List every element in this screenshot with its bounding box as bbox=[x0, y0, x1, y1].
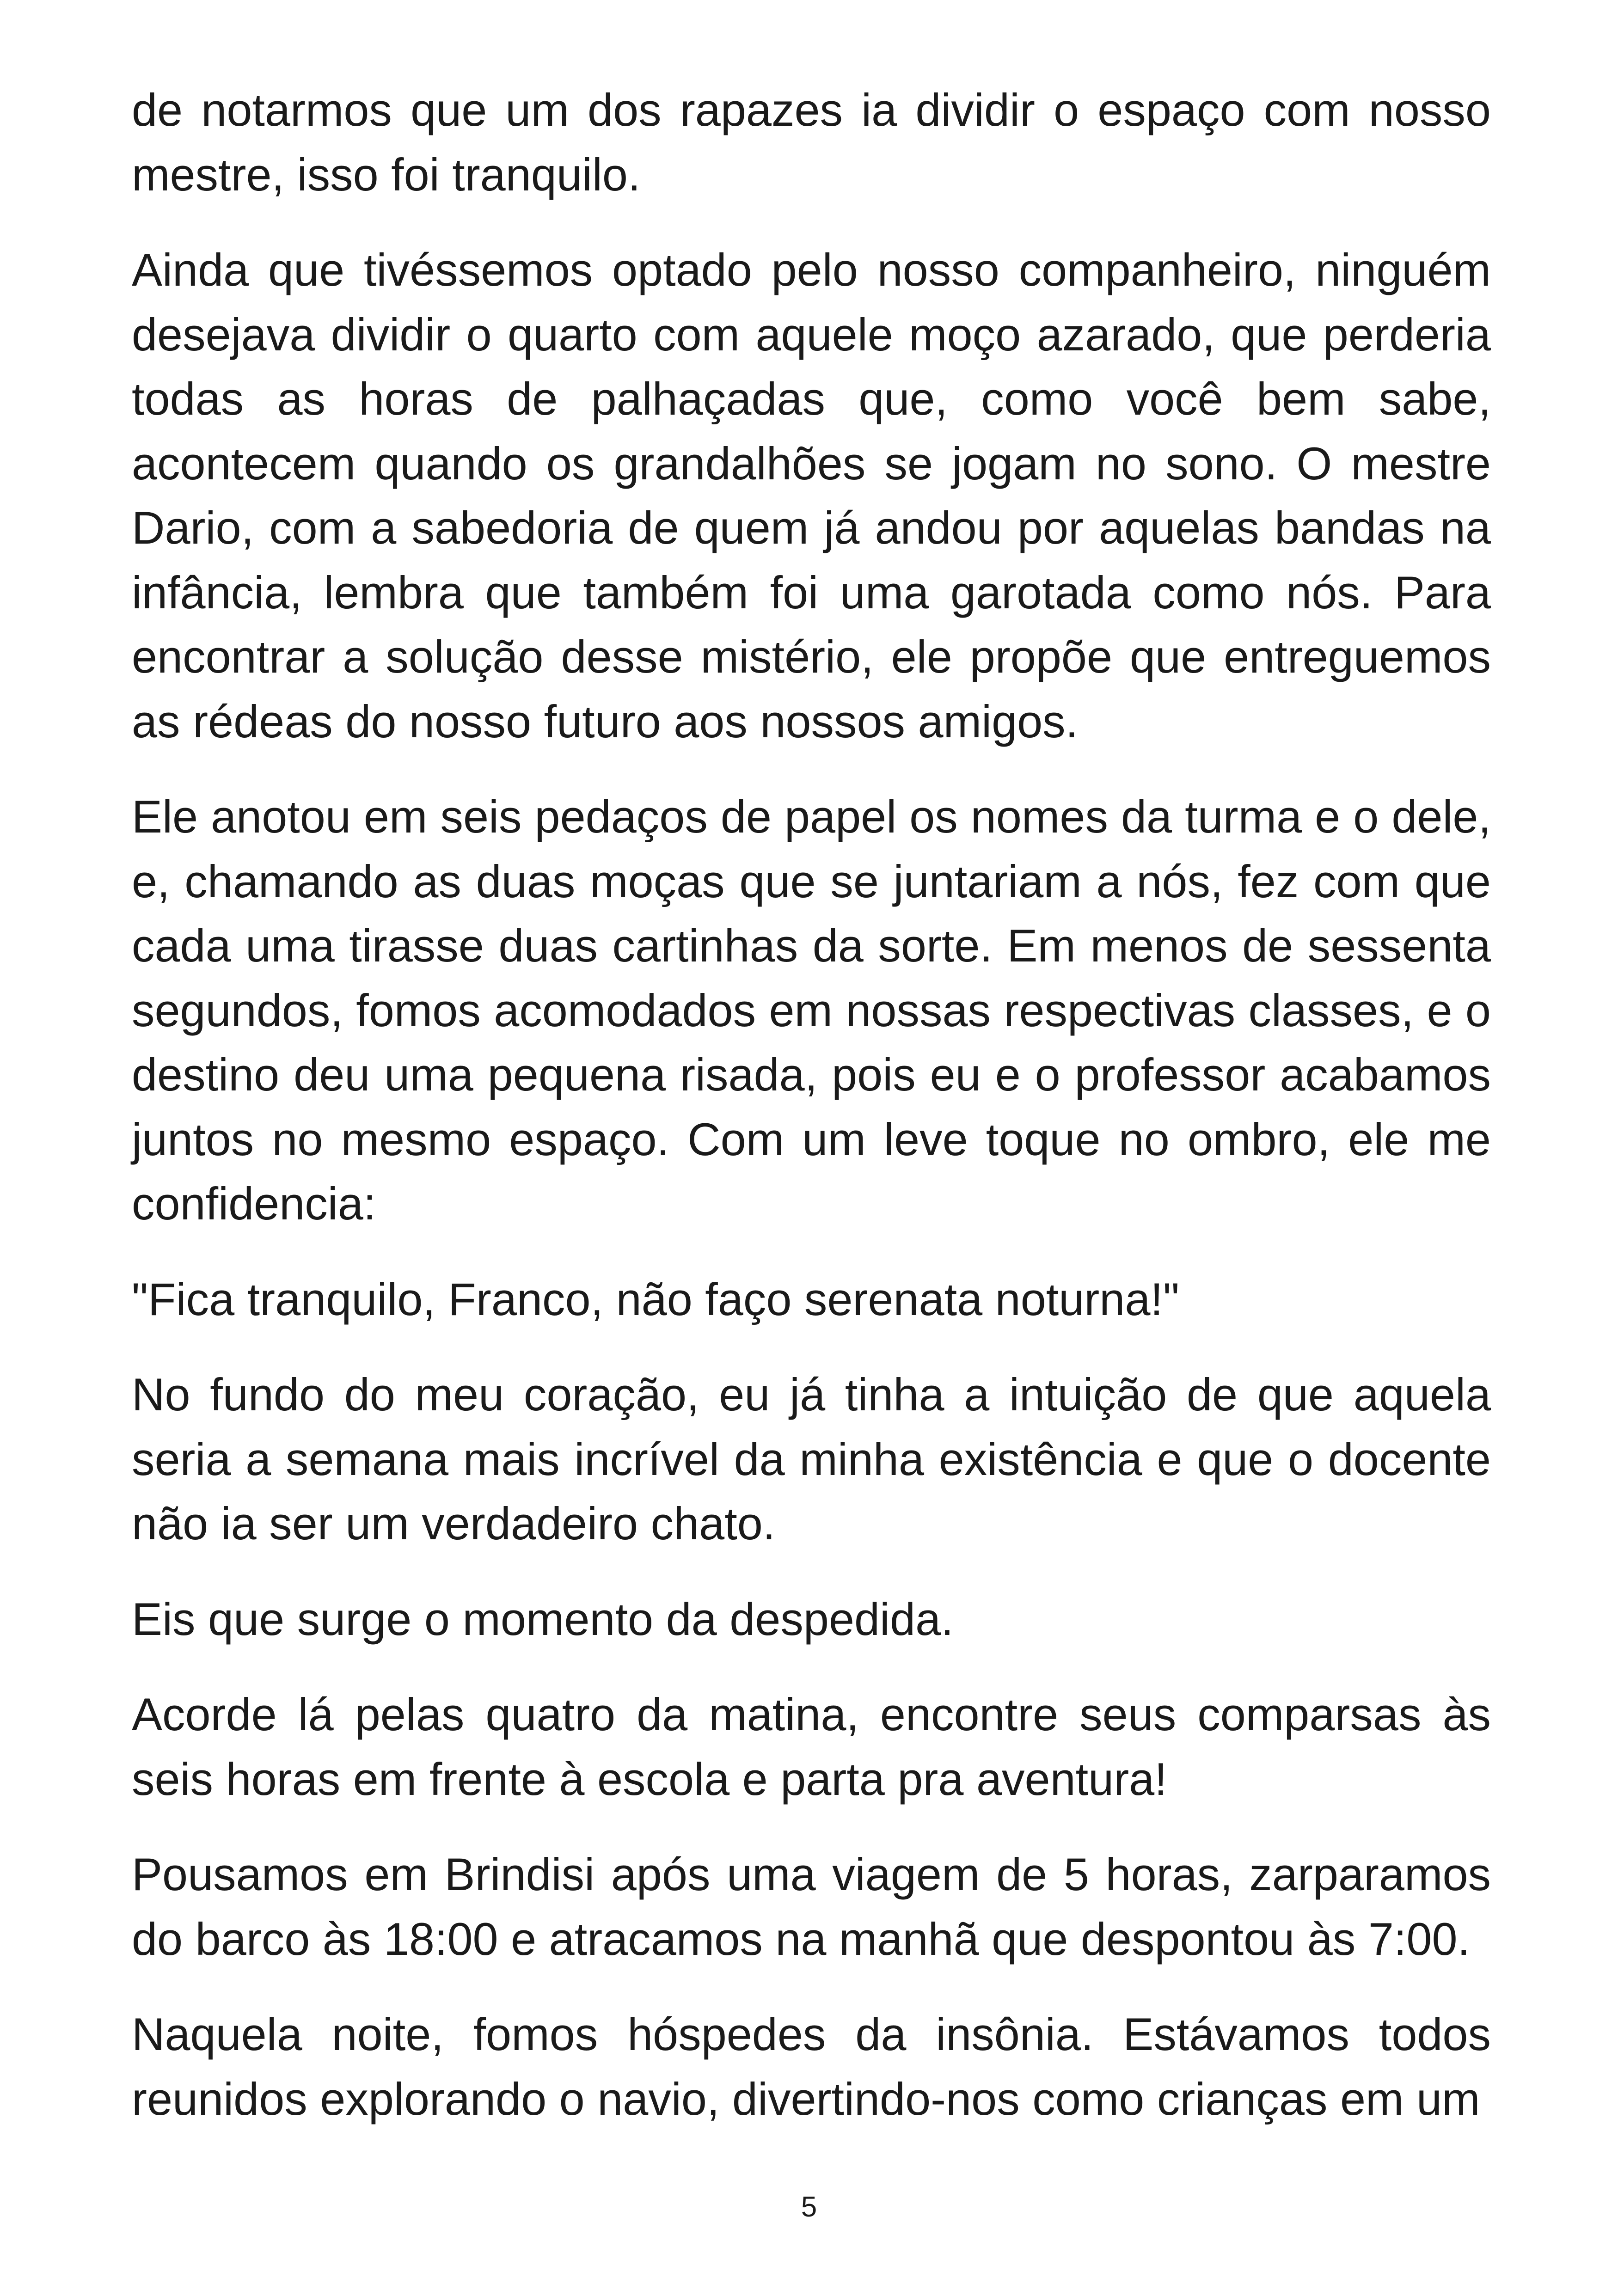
paragraph: de notarmos que um dos rapazes ia dividir o espaço com nosso mestre, isso foi tranquilo. bbox=[132, 84, 1491, 200]
paragraph: No fundo do meu coração, eu já tinha a intuição de que aquela seria a semana mais incrível da minha existência e que o docente não ia ser um verdadeiro chato. bbox=[132, 1369, 1491, 1549]
paragraph-quote: "Fica tranquilo, Franco, não faço serenata noturna!" bbox=[132, 1273, 1180, 1325]
paragraph: Eis que surge o momento da despedida. bbox=[132, 1593, 954, 1645]
paragraph: Ele anotou em seis pedaços de papel os nomes da turma e o dele, e, chamando as duas moças que se juntariam a nós, fez com que cada uma tirasse duas cartinhas da sorte. Em menos de sessenta segundos, fomos acomodados em nossas respectivas classes, e o destino deu uma pequena risada, pois eu e o professor acabamos juntos no mesmo espaço. Com um leve toque no ombro, ele me confidencia: bbox=[132, 791, 1491, 1229]
paragraph: Ainda que tivéssemos optado pelo nosso companheiro, ninguém desejava dividir o quarto com aquele moço azarado, que perderia todas as horas de palhaçadas que, como você bem sabe, acontecem quando os grandalhões se jogam no sono. O mestre Dario, com a sabedoria de quem já andou por aquelas bandas na infância, lembra que também foi uma garotada como nós. Para encontrar a solução desse mistério, ele propõe que entreguemos as rédeas do nosso futuro aos nossos amigos. bbox=[132, 244, 1491, 747]
paragraph: Naquela noite, fomos hóspedes da insônia. Estávamos todos reunidos explorando o navio, divertindo-nos como crianças em um bbox=[132, 2008, 1491, 2125]
paragraph: Pousamos em Brindisi após uma viagem de 5 horas, zarparamos do barco às 18:00 e atracamos na manhã que despontou às 7:00. bbox=[132, 1849, 1491, 1965]
page-number: 5 bbox=[801, 2191, 817, 2223]
body-text bbox=[132, 78, 1491, 2162]
paragraph: Acorde lá pelas quatro da matina, encontre seus comparsas às seis horas em frente à escola e parta pra aventura! bbox=[132, 1689, 1491, 1805]
